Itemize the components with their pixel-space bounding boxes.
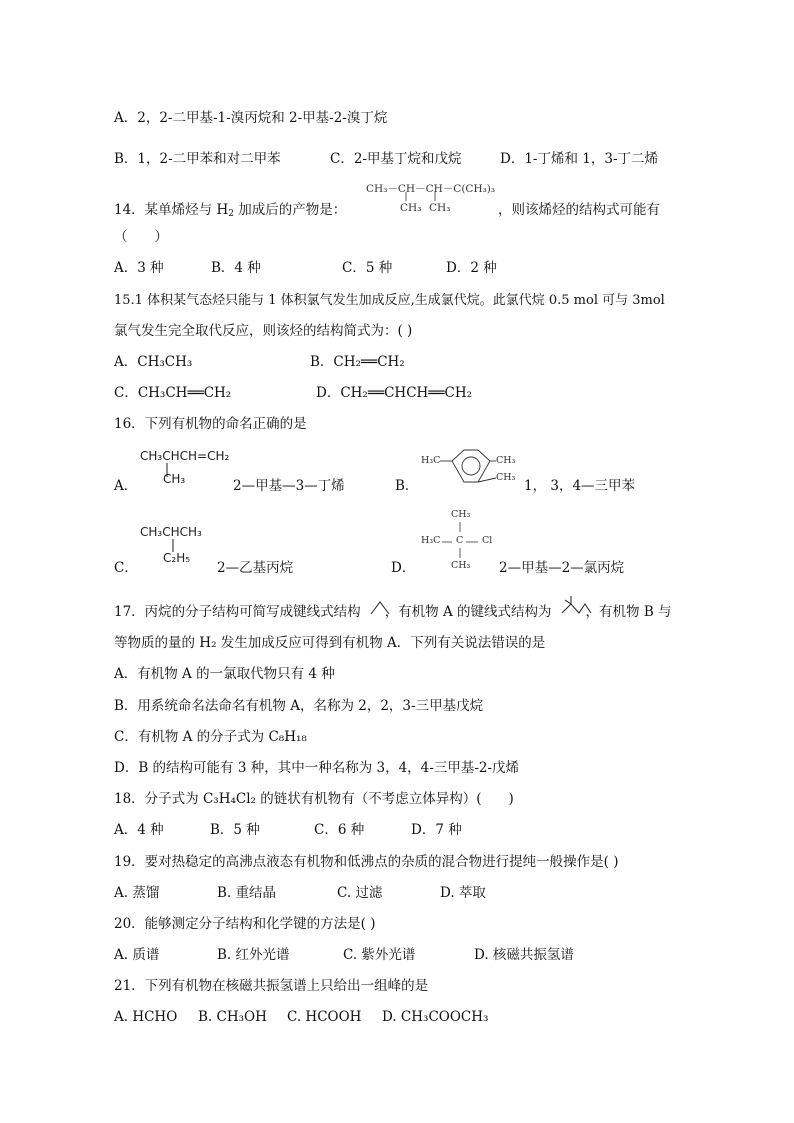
q16-b-right-methyl-1: CH₃ <box>496 455 516 466</box>
compound-a-skeletal-icon <box>561 596 593 616</box>
q16-d-bond-bottom <box>459 548 463 560</box>
q17-option-c: C．有机物 A 的分子式为 C₈H₁₈ <box>114 729 307 745</box>
q16-d-center-carbon: C <box>456 535 464 546</box>
q14-stem-post: 加成后的产物是： <box>233 202 347 218</box>
q16-b-label: B． <box>395 478 419 494</box>
propane-skeletal-icon <box>370 600 392 616</box>
q20-option-a: A. 质谱 <box>114 947 160 963</box>
q13-option-d: D．1-丁烯和 1，3-丁二烯 <box>500 151 659 167</box>
q16-d-bottom-methyl: CH₃ <box>451 560 471 571</box>
q17-option-b: B．用系统命名法命名有机物 A，名称为 2，2，3-三甲基戊烷 <box>114 698 484 714</box>
q21-option-c: C. HCOOH <box>287 1009 362 1025</box>
q16-d-bond-top <box>459 522 463 534</box>
q16-a-name: 2—甲基—3—丁烯 <box>233 478 345 494</box>
q19-option-b: B. 重结晶 <box>217 885 277 901</box>
q17-stem-part-2: ，有机物 A 的键线式结构为 <box>384 604 552 620</box>
q16-a-structure-branch: CH₃ <box>163 472 186 486</box>
q19-option-d: D. 萃取 <box>440 885 486 901</box>
q16-a-label: A． <box>114 478 138 494</box>
q21-stem: 21．下列有机物在核磁共振氢谱上只给出一组峰的是 <box>114 978 429 994</box>
q14-stem <box>114 201 346 219</box>
q16-d-bond-right <box>466 541 480 545</box>
q16-stem: 16．下列有机物的命名正确的是 <box>114 416 307 432</box>
q16-d-left-methyl: H₃C <box>421 535 441 546</box>
q17-stem-line-2: 等物质的量的 H₂ 发生加成反应可得到有机物 A．下列有关说法错误的是 <box>114 635 546 651</box>
q18-option-c: C．6 种 <box>314 822 365 838</box>
q17-stem-part-1: 17．丙烷的分子结构可简写成键线式结构 <box>114 604 361 620</box>
q18-option-d: D．7 种 <box>411 822 462 838</box>
q18-option-a: A．4 种 <box>114 822 164 838</box>
q16-d-label: D． <box>391 560 416 576</box>
q14-option-c: C．5 种 <box>342 260 393 276</box>
q19-option-c: C. 过滤 <box>337 885 383 901</box>
q14-structure-main: CH₃－CH－CH－C(CH₃)₃ <box>366 183 496 195</box>
q18-option-b: B．5 种 <box>210 822 260 838</box>
q14-stem-sub: 2 <box>228 209 234 219</box>
q13-option-b: B．1，2-二甲苯和对二甲苯 <box>114 151 281 167</box>
q20-stem: 20．能够测定分子结构和化学键的方法是( ) <box>114 916 376 932</box>
q21-option-d: D. CH₃COOCH₃ <box>382 1009 489 1025</box>
q15-stem-line-2: 氯气发生完全取代反应，则该烃的结构简式为：( ) <box>114 323 413 339</box>
q15-option-a: A．CH₃CH₃ <box>114 354 193 370</box>
q16-b-benzene-ring <box>440 448 500 492</box>
q14-structure-branch-1: CH₃ <box>400 202 422 214</box>
q19-option-a: A. 蒸馏 <box>114 885 160 901</box>
q16-c-name: 2—乙基丙烷 <box>217 560 294 576</box>
q15-stem-line-1: 15.1 体积某气态烃只能与 1 体积氯气发生加成反应,生成氯代烷。此氯代烷 0.5 mol 可与 3mol <box>114 293 665 308</box>
q14-stem-pre: 14．某单烯烃与 H <box>114 202 229 218</box>
q16-c-structure-main: CH₃CHCH₃ <box>140 525 202 539</box>
q16-d-top-methyl: CH₃ <box>451 509 471 520</box>
q16-c-label: C． <box>114 560 138 576</box>
q21-option-a: A. HCHO <box>114 1009 178 1025</box>
q14-option-d: D．2 种 <box>446 260 497 276</box>
q16-d-name: 2—甲基—2—氯丙烷 <box>499 560 625 576</box>
q16-d-chlorine: Cl <box>482 535 493 546</box>
q17-option-a: A．有机物 A 的一氯取代物只有 4 种 <box>114 666 335 682</box>
q16-a-structure-main: CH₃CHCH=CH₂ <box>140 449 230 463</box>
q13-option-c: C．2-甲基丁烷和戊烷 <box>330 151 462 167</box>
q14-option-a: A．3 种 <box>114 260 164 276</box>
q19-stem: 19．要对热稳定的高沸点液态有机物和低沸点的杂质的混合物进行提纯一般操作是( ) <box>114 854 619 870</box>
q17-stem-part-3: ，有机物 B 与 <box>585 604 672 620</box>
q20-option-d: D. 核磁共振氢谱 <box>474 947 574 963</box>
q15-option-d: D．CH₂══CHCH══CH₂ <box>316 385 473 401</box>
q16-d-bond-left <box>442 541 454 545</box>
q15-option-b: B．CH₂══CH₂ <box>310 354 405 370</box>
q16-b-right-methyl-2: CH₃ <box>496 472 516 483</box>
q18-stem: 18．分子式为 C₃H₄Cl₂ 的链状有机物有（不考虑立体异构）( ) <box>114 791 514 807</box>
q14-structure-branch-2: CH₃ <box>429 202 451 214</box>
q21-option-b: B. CH₃OH <box>198 1009 267 1025</box>
q14-option-b: B．4 种 <box>211 260 261 276</box>
q16-b-name: 1， 3，4—三甲苯 <box>524 478 636 494</box>
q13-option-a: A．2，2-二甲基-1-溴丙烷和 2-甲基-2-溴丁烷 <box>114 110 388 126</box>
q17-option-d: D．B 的结构可能有 3 种，其中一种名称为 3，4，4-三甲基-2-戊烯 <box>114 760 520 776</box>
q14-answer-blank: （ ） <box>114 229 168 245</box>
q20-option-c: C. 紫外光谱 <box>343 947 416 963</box>
q16-c-structure-branch: C₂H₅ <box>163 551 191 565</box>
q20-option-b: B. 红外光谱 <box>217 947 290 963</box>
q16-b-left-methyl: H₃C <box>421 455 441 466</box>
q15-option-c: C．CH₃CH══CH₂ <box>114 385 232 401</box>
q14-stem-tail: ，则该烯烃的结构式可能有 <box>498 202 660 218</box>
